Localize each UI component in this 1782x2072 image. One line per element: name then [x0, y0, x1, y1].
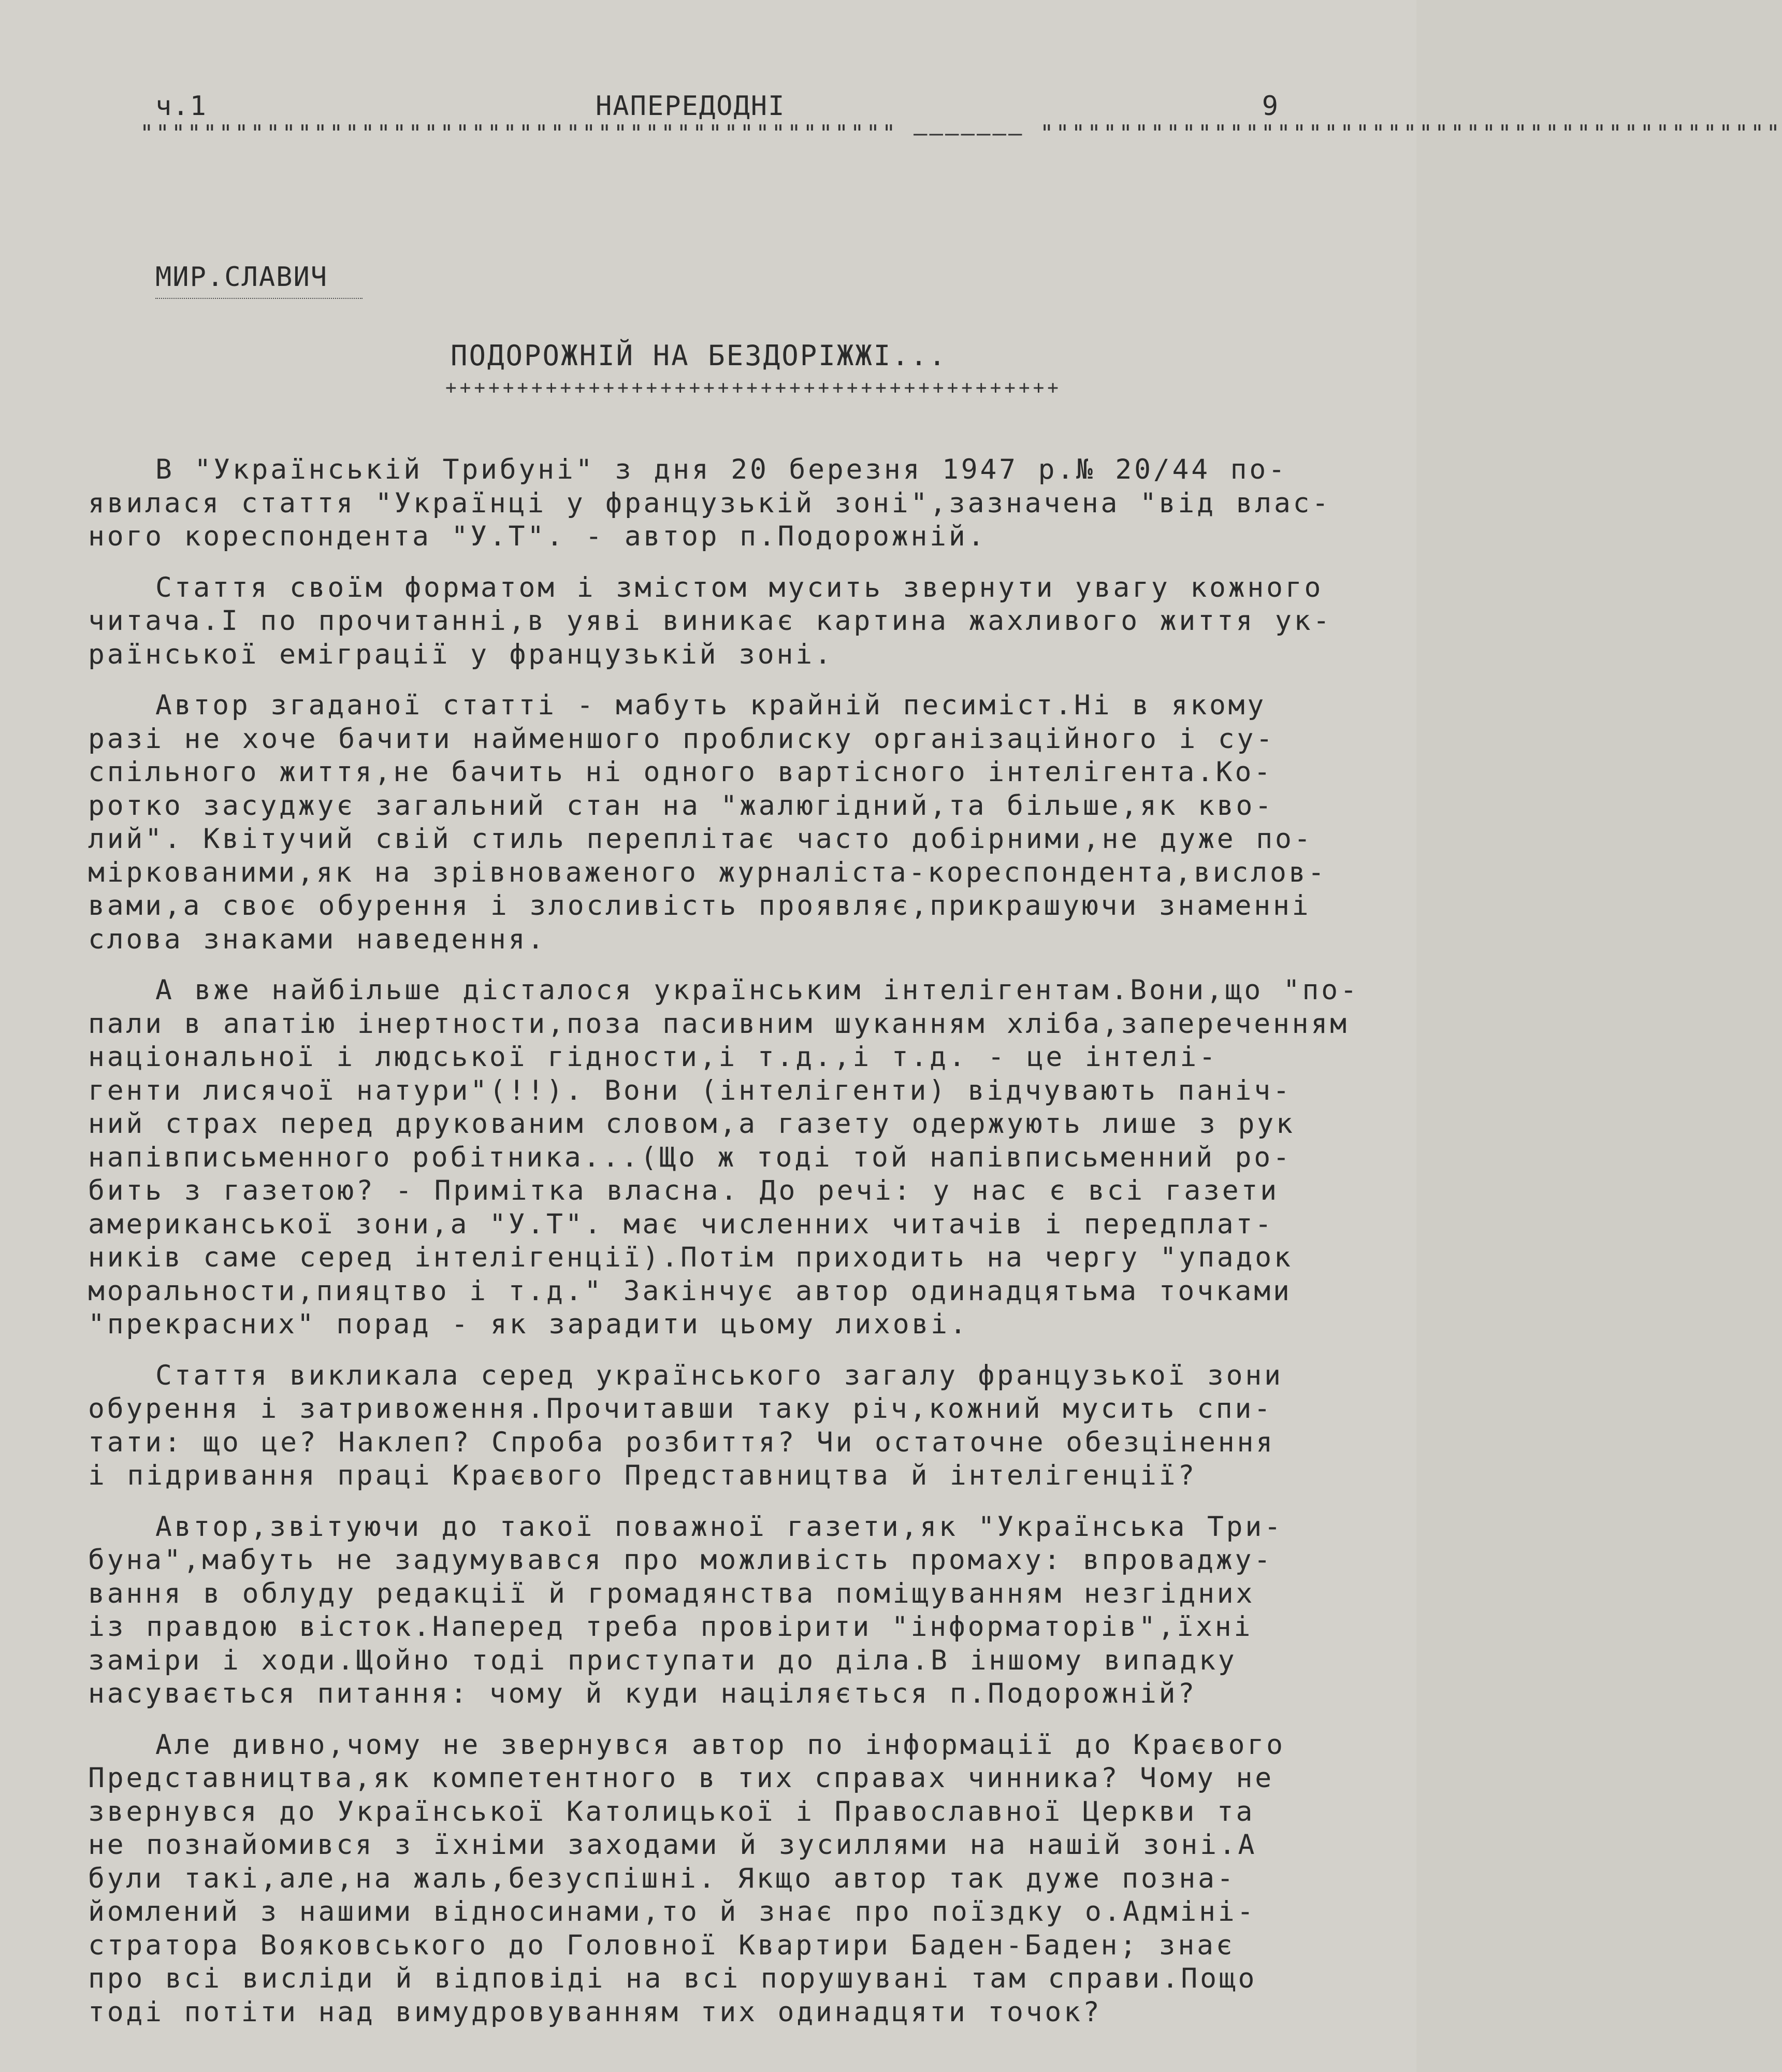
text-line: напівписьменного робітника...(Що ж тоді той напівписьменний ро-	[88, 1141, 1292, 1173]
text-line: із правдою вісток.Наперед треба провірити "інформаторів",їхні	[88, 1611, 1253, 1643]
header-rule: """""""""""""""""""""""""""""""""""""""""""""""" ——————— """""""""""""""""""""""""""""""""""""""""""""""	[140, 120, 1782, 147]
text-line: йомлений з нашими відносинами,то й знає про поїздку о.Адміні-	[88, 1896, 1256, 1927]
text-line: Стаття своїм форматом і змістом мусить звернути увагу кожного	[155, 571, 1324, 603]
text-line: читача.І по прочитанні,в уяві виникає картина жахливого життя ук-	[88, 605, 1332, 637]
text-line: стратора Вояковського до Головної Квартири Баден-Баден; знає	[88, 1929, 1235, 1961]
text-line: вами,а своє обурення і злосливість проявляє,прикрашуючи знаменні	[88, 890, 1311, 922]
author-underline	[155, 298, 363, 299]
text-line: Автор,звітуючи до такої поважної газети,як "Українська Три-	[155, 1510, 1283, 1543]
text-line: заміри і ходи.Щойно тоді приступати до діла.В іншому випадку	[88, 1644, 1237, 1676]
text-line: спільного життя,не бачить ні одного вартісного інтелігента.Ко-	[88, 756, 1273, 788]
page-number: 9	[1262, 91, 1279, 122]
text-line: Стаття викликала серед українського загалу французької зони	[155, 1359, 1283, 1391]
paragraph	[88, 689, 1388, 956]
text-line: національної і людської гідности,і т.д.,і т.д. - це інтелі-	[88, 1041, 1218, 1073]
text-line: і підривання праці Краєвого Представництва й інтелігенції?	[88, 1460, 1197, 1491]
text-line: обурення і затривоження.Прочитавши таку річ,кожний мусить спи-	[88, 1393, 1273, 1424]
text-line: пали в апатію інертности,поза пасивним шуканням хліба,запереченням	[88, 1008, 1349, 1040]
text-line: ного кореспондента "У.Т". - автор п.Подорожній.	[88, 521, 987, 552]
text-line: генти лисячої натури"(!!). Вони (інтелігенти) відчувають паніч-	[88, 1074, 1292, 1106]
paragraph	[88, 1510, 1388, 1711]
text-line: ників саме серед інтелігенції).Потім приходить на чергу "упадок	[88, 1242, 1293, 1273]
text-line: разі не хоче бачити найменшого проблиску організаційного і су-	[88, 723, 1275, 755]
text-line: раїнської еміграції у французькій зоні.	[88, 638, 834, 670]
text-line: були такі,але,на жаль,безуспішні. Якщо автор так дуже позна-	[88, 1862, 1236, 1894]
article-body	[88, 453, 1388, 2047]
text-line: явилася стаття "Українці у французькій зоні",зазначена "від влас-	[88, 487, 1331, 519]
text-line: американської зони,а "У.Т". має численних читачів і передплат-	[88, 1208, 1274, 1240]
text-line: Представництва,як компетентного в тих справах чинника? Чому не	[88, 1762, 1274, 1794]
text-line: насувається питання: чому й куди націляється п.Подорожній?	[88, 1678, 1197, 1709]
text-line: ний страх перед друкованим словом,а газету одержують лише з рук	[88, 1108, 1295, 1140]
text-line: Автор згаданої статті - мабуть крайній песиміст.Ні в якому	[155, 689, 1267, 721]
part-number: ч.1	[155, 91, 207, 122]
paragraph	[88, 974, 1388, 1342]
author-name: МИР.СЛАВИЧ	[155, 262, 328, 293]
text-line: Але дивно,чому не звернувся автор по інформації до Краєвого	[155, 1729, 1285, 1761]
text-line: міркованими,як на зрівноваженого журналіста-кореспондента,вислов-	[88, 856, 1327, 888]
paragraph	[88, 571, 1388, 672]
text-line: бить з газетою? - Примітка власна. До речі: у нас є всі газети	[88, 1175, 1279, 1206]
text-line: про всі вислiди й відповіді на всі порушувані там справи.Пощо	[88, 1963, 1257, 1994]
text-line: буна",мабуть не задумувався про можливість промаху: впроваджу-	[88, 1544, 1273, 1576]
text-line: В "Українській Трибуні" з дня 20 березня 1947 р.№ 20/44 по-	[155, 454, 1287, 485]
paragraph	[88, 453, 1388, 554]
text-line: моральности,пияцтво і т.д." Закінчує автор одинадцятьма точками	[88, 1275, 1292, 1307]
text-line: слова знаками наведення.	[88, 923, 547, 955]
text-line: тоді потіти над вимудровуванням тих одинадцяти точок?	[88, 1996, 1102, 2028]
text-line: А вже найбільше дісталося українським інтелігентам.Вони,що "по-	[155, 974, 1359, 1006]
title-rule: +++++++++++++++++++++++++++++++++++++++++++	[445, 377, 1062, 398]
text-line: не познайомився з їхніми заходами й зусиллями на нашій зоні.А	[88, 1829, 1257, 1861]
text-line: вання в облуду редакції й громадянства поміщуванням незгідних	[88, 1577, 1255, 1609]
text-line: тати: що це? Наклеп? Спроба розбиття? Чи остаточне обезцінення	[88, 1426, 1275, 1458]
text-line: лий". Квітучий свій стиль переплітає часто добірними,не дуже по-	[88, 823, 1313, 855]
article-title: ПОДОРОЖНІЙ НА БЕЗДОРІЖЖІ...	[451, 339, 947, 372]
paragraph	[88, 1359, 1388, 1493]
text-line: ротко засуджує загальний стан на "жалюгідний,та більше,як кво-	[88, 789, 1274, 822]
publication-title: НАПЕРЕДОДНІ	[596, 91, 786, 122]
text-line: "прекрасних" порад - як зарадити цьому лихові.	[88, 1308, 969, 1340]
text-line: звернувся до Української Католицької і Православної Церкви та	[88, 1795, 1255, 1828]
paragraph	[88, 1729, 1388, 2030]
